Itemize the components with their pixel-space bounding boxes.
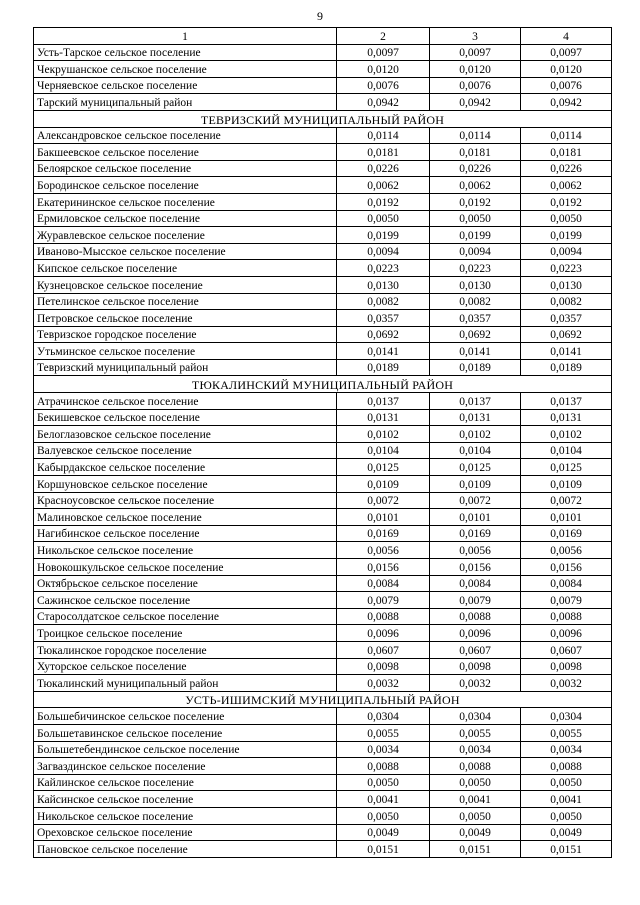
settlement-name: Хуторское сельское поселение bbox=[34, 658, 337, 675]
table-row bbox=[34, 741, 612, 758]
settlement-name: Ермиловское сельское поселение bbox=[34, 210, 337, 227]
table-row bbox=[34, 758, 612, 775]
value-cell: 0,0114 bbox=[521, 127, 612, 144]
value-cell: 0,0181 bbox=[430, 144, 521, 161]
value-cell: 0,0034 bbox=[521, 741, 612, 758]
value-cell: 0,0050 bbox=[521, 210, 612, 227]
value-cell: 0,0050 bbox=[430, 807, 521, 824]
value-cell: 0,0223 bbox=[430, 260, 521, 277]
section-header-row bbox=[34, 691, 612, 708]
value-cell: 0,0056 bbox=[337, 542, 430, 559]
value-cell: 0,0357 bbox=[430, 310, 521, 327]
value-cell: 0,0169 bbox=[430, 525, 521, 542]
value-cell: 0,0130 bbox=[430, 276, 521, 293]
page-number: 9 bbox=[317, 9, 323, 23]
value-cell: 0,0131 bbox=[430, 409, 521, 426]
value-cell: 0,0032 bbox=[337, 675, 430, 692]
table-row bbox=[34, 724, 612, 741]
value-cell: 0,0692 bbox=[521, 326, 612, 343]
value-cell: 0,0049 bbox=[521, 824, 612, 841]
value-cell: 0,0304 bbox=[521, 708, 612, 725]
value-cell: 0,0076 bbox=[521, 77, 612, 94]
value-cell: 0,0062 bbox=[337, 177, 430, 194]
settlement-name: Черняевское сельское поселение bbox=[34, 77, 337, 94]
settlement-name: Нагибинское сельское поселение bbox=[34, 525, 337, 542]
value-cell: 0,0607 bbox=[430, 641, 521, 658]
value-cell: 0,0050 bbox=[521, 774, 612, 791]
value-cell: 0,0079 bbox=[337, 592, 430, 609]
value-cell: 0,0125 bbox=[337, 459, 430, 476]
value-cell: 0,0055 bbox=[337, 724, 430, 741]
settlement-name: Тевризское городское поселение bbox=[34, 326, 337, 343]
table-row bbox=[34, 592, 612, 609]
value-cell: 0,0098 bbox=[521, 658, 612, 675]
settlement-name: Бекишевское сельское поселение bbox=[34, 409, 337, 426]
value-cell: 0,0942 bbox=[430, 94, 521, 111]
settlement-name: Валуевское сельское поселение bbox=[34, 442, 337, 459]
settlement-name: Никольское сельское поселение bbox=[34, 542, 337, 559]
value-cell: 0,0692 bbox=[430, 326, 521, 343]
table-row bbox=[34, 326, 612, 343]
value-cell: 0,0062 bbox=[521, 177, 612, 194]
settlement-name: Новокошкульское сельское поселение bbox=[34, 559, 337, 576]
settlement-name: Петровское сельское поселение bbox=[34, 310, 337, 327]
value-cell: 0,0114 bbox=[430, 127, 521, 144]
settlement-name: Тюкалинское городское поселение bbox=[34, 641, 337, 658]
value-cell: 0,0942 bbox=[521, 94, 612, 111]
value-cell: 0,0141 bbox=[337, 343, 430, 360]
value-cell: 0,0096 bbox=[430, 625, 521, 642]
table-row bbox=[34, 426, 612, 443]
value-cell: 0,0032 bbox=[430, 675, 521, 692]
value-cell: 0,0131 bbox=[337, 409, 430, 426]
value-cell: 0,0223 bbox=[521, 260, 612, 277]
settlement-name: Бородинское сельское поселение bbox=[34, 177, 337, 194]
value-cell: 0,0192 bbox=[521, 193, 612, 210]
value-cell: 0,0199 bbox=[337, 227, 430, 244]
value-cell: 0,0120 bbox=[430, 61, 521, 78]
value-cell: 0,0109 bbox=[430, 476, 521, 493]
value-cell: 0,0082 bbox=[337, 293, 430, 310]
table-row bbox=[34, 608, 612, 625]
table-row bbox=[34, 343, 612, 360]
value-cell: 0,0088 bbox=[337, 608, 430, 625]
settlement-name: Кабырдакское сельское поселение bbox=[34, 459, 337, 476]
value-cell: 0,0141 bbox=[430, 343, 521, 360]
value-cell: 0,0169 bbox=[337, 525, 430, 542]
settlement-name: Загваздинское сельское поселение bbox=[34, 758, 337, 775]
value-cell: 0,0130 bbox=[337, 276, 430, 293]
table-row bbox=[34, 276, 612, 293]
value-cell: 0,0125 bbox=[430, 459, 521, 476]
settlement-name: Старосолдатское сельское поселение bbox=[34, 608, 337, 625]
value-cell: 0,0084 bbox=[521, 575, 612, 592]
value-cell: 0,0055 bbox=[430, 724, 521, 741]
table-row bbox=[34, 359, 612, 376]
value-cell: 0,0041 bbox=[521, 791, 612, 808]
value-cell: 0,0151 bbox=[430, 841, 521, 858]
value-cell: 0,0189 bbox=[337, 359, 430, 376]
value-cell: 0,0151 bbox=[337, 841, 430, 858]
value-cell: 0,0304 bbox=[430, 708, 521, 725]
value-cell: 0,0199 bbox=[430, 227, 521, 244]
value-cell: 0,0357 bbox=[521, 310, 612, 327]
table-row bbox=[34, 77, 612, 94]
table-row bbox=[34, 708, 612, 725]
table-row bbox=[34, 393, 612, 410]
value-cell: 0,0125 bbox=[521, 459, 612, 476]
table-row bbox=[34, 559, 612, 576]
value-cell: 0,0050 bbox=[521, 807, 612, 824]
table-row bbox=[34, 509, 612, 526]
value-cell: 0,0097 bbox=[430, 44, 521, 61]
table-row bbox=[34, 243, 612, 260]
column-header: 3 bbox=[430, 28, 521, 45]
settlement-name: Иваново-Мысское сельское поселение bbox=[34, 243, 337, 260]
settlement-name: Большетавинское сельское поселение bbox=[34, 724, 337, 741]
table-row bbox=[34, 525, 612, 542]
settlement-name: Тарский муниципальный район bbox=[34, 94, 337, 111]
settlement-name: Белоярское сельское поселение bbox=[34, 160, 337, 177]
table-row bbox=[34, 641, 612, 658]
value-cell: 0,0049 bbox=[430, 824, 521, 841]
value-cell: 0,0050 bbox=[430, 210, 521, 227]
table-row bbox=[34, 409, 612, 426]
value-cell: 0,0050 bbox=[337, 774, 430, 791]
value-cell: 0,0056 bbox=[430, 542, 521, 559]
table-row bbox=[34, 542, 612, 559]
column-header: 1 bbox=[34, 28, 337, 45]
value-cell: 0,0098 bbox=[337, 658, 430, 675]
settlement-name: Белоглазовское сельское поселение bbox=[34, 426, 337, 443]
table-row bbox=[34, 442, 612, 459]
value-cell: 0,0098 bbox=[430, 658, 521, 675]
table-row bbox=[34, 210, 612, 227]
settlement-name: Никольское сельское поселение bbox=[34, 807, 337, 824]
value-cell: 0,0607 bbox=[521, 641, 612, 658]
value-cell: 0,0034 bbox=[337, 741, 430, 758]
value-cell: 0,0088 bbox=[430, 608, 521, 625]
value-cell: 0,0072 bbox=[430, 492, 521, 509]
table-row bbox=[34, 94, 612, 111]
value-cell: 0,0050 bbox=[337, 807, 430, 824]
settlement-name: Ореховское сельское поселение bbox=[34, 824, 337, 841]
settlement-name: Чекрушанское сельское поселение bbox=[34, 61, 337, 78]
value-cell: 0,0079 bbox=[430, 592, 521, 609]
value-cell: 0,0094 bbox=[430, 243, 521, 260]
value-cell: 0,0050 bbox=[430, 774, 521, 791]
table-row bbox=[34, 841, 612, 858]
value-cell: 0,0101 bbox=[430, 509, 521, 526]
settlement-name: Октябрьское сельское поселение bbox=[34, 575, 337, 592]
value-cell: 0,0226 bbox=[337, 160, 430, 177]
value-cell: 0,0181 bbox=[337, 144, 430, 161]
settlement-name: Утьминское сельское поселение bbox=[34, 343, 337, 360]
value-cell: 0,0076 bbox=[337, 77, 430, 94]
table-row bbox=[34, 160, 612, 177]
value-cell: 0,0041 bbox=[337, 791, 430, 808]
value-cell: 0,0120 bbox=[337, 61, 430, 78]
value-cell: 0,0041 bbox=[430, 791, 521, 808]
table-row bbox=[34, 575, 612, 592]
table-row bbox=[34, 675, 612, 692]
value-cell: 0,0137 bbox=[521, 393, 612, 410]
value-cell: 0,0102 bbox=[430, 426, 521, 443]
value-cell: 0,0094 bbox=[337, 243, 430, 260]
settlement-name: Кайсинское сельское поселение bbox=[34, 791, 337, 808]
value-cell: 0,0104 bbox=[337, 442, 430, 459]
value-cell: 0,0156 bbox=[337, 559, 430, 576]
settlement-name: Атрачинское сельское поселение bbox=[34, 393, 337, 410]
value-cell: 0,0076 bbox=[430, 77, 521, 94]
table-row bbox=[34, 44, 612, 61]
table-row bbox=[34, 61, 612, 78]
value-cell: 0,0120 bbox=[521, 61, 612, 78]
settlement-name: Троицкое сельское поселение bbox=[34, 625, 337, 642]
settlement-name: Коршуновское сельское поселение bbox=[34, 476, 337, 493]
value-cell: 0,0357 bbox=[337, 310, 430, 327]
table-row bbox=[34, 193, 612, 210]
value-cell: 0,0082 bbox=[521, 293, 612, 310]
value-cell: 0,0056 bbox=[521, 542, 612, 559]
table-row bbox=[34, 260, 612, 277]
value-cell: 0,0692 bbox=[337, 326, 430, 343]
value-cell: 0,0082 bbox=[430, 293, 521, 310]
value-cell: 0,0137 bbox=[337, 393, 430, 410]
value-cell: 0,0096 bbox=[337, 625, 430, 642]
value-cell: 0,0072 bbox=[337, 492, 430, 509]
section-title: ТЕВРИЗСКИЙ МУНИЦИПАЛЬНЫЙ РАЙОН bbox=[34, 110, 612, 127]
table-row bbox=[34, 127, 612, 144]
settlement-name: Пановское сельское поселение bbox=[34, 841, 337, 858]
settlement-name: Сажинское сельское поселение bbox=[34, 592, 337, 609]
value-cell: 0,0131 bbox=[521, 409, 612, 426]
value-cell: 0,0050 bbox=[337, 210, 430, 227]
table-row bbox=[34, 774, 612, 791]
value-cell: 0,0189 bbox=[521, 359, 612, 376]
value-cell: 0,0109 bbox=[337, 476, 430, 493]
value-cell: 0,0097 bbox=[337, 44, 430, 61]
value-cell: 0,0199 bbox=[521, 227, 612, 244]
value-cell: 0,0084 bbox=[337, 575, 430, 592]
value-cell: 0,0049 bbox=[337, 824, 430, 841]
settlement-name: Кипское сельское поселение bbox=[34, 260, 337, 277]
value-cell: 0,0072 bbox=[521, 492, 612, 509]
column-header: 2 bbox=[337, 28, 430, 45]
table-row bbox=[34, 625, 612, 642]
value-cell: 0,0223 bbox=[337, 260, 430, 277]
column-header: 4 bbox=[521, 28, 612, 45]
value-cell: 0,0226 bbox=[430, 160, 521, 177]
value-cell: 0,0192 bbox=[430, 193, 521, 210]
value-cell: 0,0084 bbox=[430, 575, 521, 592]
value-cell: 0,0137 bbox=[430, 393, 521, 410]
section-header-row bbox=[34, 110, 612, 127]
table-row bbox=[34, 492, 612, 509]
table-row bbox=[34, 459, 612, 476]
settlement-name: Петелинское сельское поселение bbox=[34, 293, 337, 310]
settlement-name: Большебичинское сельское поселение bbox=[34, 708, 337, 725]
value-cell: 0,0109 bbox=[521, 476, 612, 493]
coefficients-table bbox=[33, 27, 612, 858]
value-cell: 0,0189 bbox=[430, 359, 521, 376]
settlement-name: Кайлинское сельское поселение bbox=[34, 774, 337, 791]
table-row bbox=[34, 310, 612, 327]
settlement-name: Кузнецовское сельское поселение bbox=[34, 276, 337, 293]
value-cell: 0,0088 bbox=[521, 758, 612, 775]
settlement-name: Александровское сельское поселение bbox=[34, 127, 337, 144]
table-row bbox=[34, 807, 612, 824]
value-cell: 0,0088 bbox=[337, 758, 430, 775]
settlement-name: Большетебендинское сельское поселение bbox=[34, 741, 337, 758]
section-title: УСТЬ-ИШИМСКИЙ МУНИЦИПАЛЬНЫЙ РАЙОН bbox=[34, 691, 612, 708]
value-cell: 0,0104 bbox=[521, 442, 612, 459]
settlement-name: Усть-Тарское сельское поселение bbox=[34, 44, 337, 61]
table-row bbox=[34, 658, 612, 675]
value-cell: 0,0079 bbox=[521, 592, 612, 609]
settlement-name: Журавлевское сельское поселение bbox=[34, 227, 337, 244]
table-row bbox=[34, 824, 612, 841]
value-cell: 0,0141 bbox=[521, 343, 612, 360]
value-cell: 0,0094 bbox=[521, 243, 612, 260]
value-cell: 0,0088 bbox=[521, 608, 612, 625]
value-cell: 0,0088 bbox=[430, 758, 521, 775]
value-cell: 0,0226 bbox=[521, 160, 612, 177]
value-cell: 0,0101 bbox=[337, 509, 430, 526]
value-cell: 0,0156 bbox=[521, 559, 612, 576]
table-row bbox=[34, 144, 612, 161]
value-cell: 0,0096 bbox=[521, 625, 612, 642]
value-cell: 0,0101 bbox=[521, 509, 612, 526]
settlement-name: Красноусовское сельское поселение bbox=[34, 492, 337, 509]
table-body bbox=[34, 28, 612, 858]
table-row bbox=[34, 227, 612, 244]
value-cell: 0,0169 bbox=[521, 525, 612, 542]
section-header-row bbox=[34, 376, 612, 393]
value-cell: 0,0062 bbox=[430, 177, 521, 194]
value-cell: 0,0130 bbox=[521, 276, 612, 293]
value-cell: 0,0102 bbox=[521, 426, 612, 443]
settlement-name: Малиновское сельское поселение bbox=[34, 509, 337, 526]
value-cell: 0,0192 bbox=[337, 193, 430, 210]
settlement-name: Тюкалинский муниципальный район bbox=[34, 675, 337, 692]
value-cell: 0,0156 bbox=[430, 559, 521, 576]
value-cell: 0,0097 bbox=[521, 44, 612, 61]
value-cell: 0,0942 bbox=[337, 94, 430, 111]
table-row bbox=[34, 476, 612, 493]
table-row bbox=[34, 791, 612, 808]
value-cell: 0,0304 bbox=[337, 708, 430, 725]
table-row bbox=[34, 293, 612, 310]
value-cell: 0,0181 bbox=[521, 144, 612, 161]
value-cell: 0,0607 bbox=[337, 641, 430, 658]
section-title: ТЮКАЛИНСКИЙ МУНИЦИПАЛЬНЫЙ РАЙОН bbox=[34, 376, 612, 393]
value-cell: 0,0055 bbox=[521, 724, 612, 741]
value-cell: 0,0034 bbox=[430, 741, 521, 758]
value-cell: 0,0032 bbox=[521, 675, 612, 692]
value-cell: 0,0151 bbox=[521, 841, 612, 858]
value-cell: 0,0114 bbox=[337, 127, 430, 144]
value-cell: 0,0104 bbox=[430, 442, 521, 459]
settlement-name: Тевризский муниципальный район bbox=[34, 359, 337, 376]
value-cell: 0,0102 bbox=[337, 426, 430, 443]
table-row bbox=[34, 177, 612, 194]
settlement-name: Бакшеевское сельское поселение bbox=[34, 144, 337, 161]
settlement-name: Екатерининское сельское поселение bbox=[34, 193, 337, 210]
table-header-row bbox=[34, 28, 612, 45]
